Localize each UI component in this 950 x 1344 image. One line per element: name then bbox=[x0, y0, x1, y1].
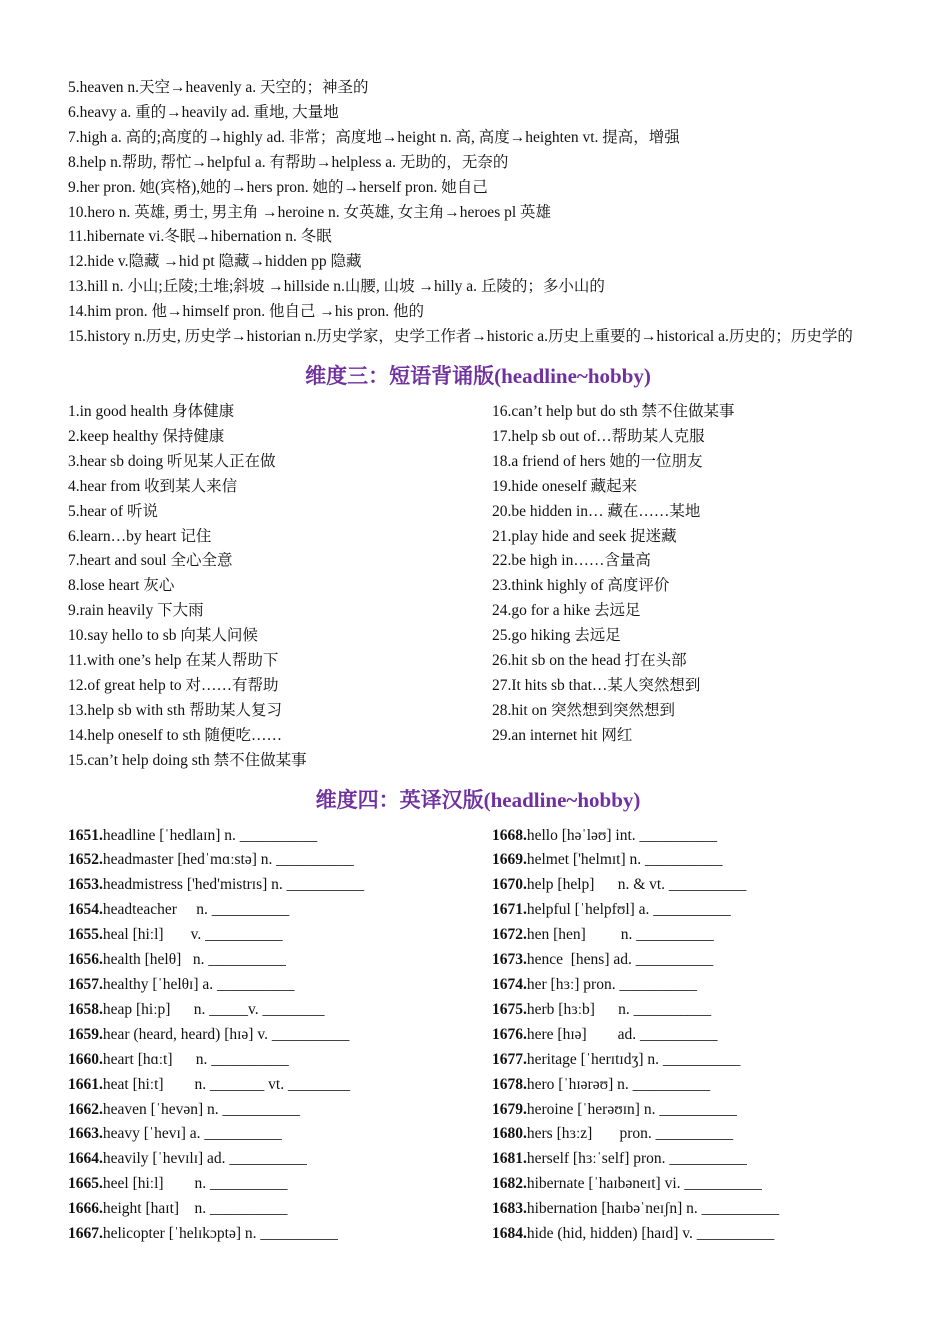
vocab-item bbox=[68, 923, 492, 948]
vocab-entry: heal [hiːl] v. __________ bbox=[102, 926, 283, 944]
vocab-number: 1665. bbox=[68, 1175, 103, 1193]
phrase-item: 18.a friend of hers 她的一位朋友 bbox=[492, 452, 703, 470]
vocab-entry: hear (heard, heard) [hɪə] v. __________ bbox=[102, 1025, 350, 1043]
phrase-item: 13.help sb with sth 帮助某人复习 bbox=[68, 701, 282, 719]
vocab-number: 1667. bbox=[68, 1225, 103, 1243]
phrase-item: 21.play hide and seek 捉迷藏 bbox=[492, 527, 677, 545]
word-family-item: 15.history n.历史, 历史学→historian n.历史学家，史学工作者→historic a.历史上重要的→historical a.历史的；历史学的 bbox=[68, 328, 853, 346]
vocab-item bbox=[492, 1048, 888, 1073]
vocab-number: 1653. bbox=[68, 876, 103, 894]
phrase-column-right bbox=[492, 400, 888, 774]
vocab-entry: hen [hen] n. __________ bbox=[526, 926, 714, 944]
vocab-item bbox=[68, 948, 492, 973]
vocab-entry: hide (hid, hidden) [haɪd] v. __________ bbox=[526, 1225, 775, 1243]
word-family-item: 10.hero n. 英雄, 勇士, 男主角 →heroine n. 女英雄, 女主角→heroes pl 英雄 bbox=[68, 203, 552, 221]
vocab-item bbox=[492, 1197, 888, 1222]
vocab-entry: heart [hɑːt] n. __________ bbox=[102, 1050, 289, 1068]
vocab-number: 1677. bbox=[492, 1050, 527, 1068]
word-family-item: 13.hill n. 小山;丘陵;土堆;斜坡 →hillside n.山腰, 山坡 →hilly a. 丘陵的；多小山的 bbox=[68, 278, 605, 296]
vocab-item bbox=[492, 1147, 888, 1172]
vocab-entry: here [hɪə] ad. __________ bbox=[526, 1025, 718, 1043]
phrase-item: 24.go for a hike 去远足 bbox=[492, 602, 641, 620]
vocab-entry: hibernate [ˈhaɪbəneɪt] vi. __________ bbox=[526, 1175, 762, 1193]
phrase-item: 23.think highly of 高度评价 bbox=[492, 577, 670, 595]
vocab-item bbox=[68, 824, 492, 849]
vocab-entry: hero [ˈhɪərəʊ] n. __________ bbox=[526, 1075, 711, 1093]
phrase-item: 25.go hiking 去远足 bbox=[492, 627, 621, 645]
vocab-number: 1655. bbox=[68, 926, 103, 944]
word-family-list bbox=[68, 76, 888, 350]
vocab-item bbox=[68, 1147, 492, 1172]
vocab-entry: helicopter [ˈhelɪkɔptə] n. __________ bbox=[102, 1225, 338, 1243]
phrase-item: 28.hit on 突然想到突然想到 bbox=[492, 701, 675, 719]
phrase-item: 12.of great help to 对……有帮助 bbox=[68, 676, 279, 694]
vocab-entry: her [hɜː] pron. __________ bbox=[526, 976, 697, 993]
vocab-number: 1684. bbox=[492, 1225, 527, 1243]
vocab-entry: herself [hɜːˈself] pron. __________ bbox=[526, 1150, 747, 1168]
section-three-title: 维度三：短语背诵版(headline~hobby) bbox=[305, 363, 651, 388]
vocab-entry: heat [hiːt] n. _______ vt. ________ bbox=[102, 1075, 350, 1093]
vocab-number: 1654. bbox=[68, 901, 103, 919]
vocab-number: 1679. bbox=[492, 1100, 527, 1118]
vocab-item bbox=[492, 898, 888, 923]
vocab-column-right bbox=[492, 824, 888, 1247]
word-family-item: 6.heavy a. 重的→heavily ad. 重地, 大量地 bbox=[68, 103, 339, 121]
vocab-item bbox=[68, 1098, 492, 1123]
phrase-item: 7.heart and soul 全心全意 bbox=[68, 552, 233, 570]
vocab-number: 1652. bbox=[68, 851, 103, 869]
vocab-quiz-list bbox=[68, 824, 888, 1247]
vocab-item bbox=[68, 998, 492, 1023]
phrase-item: 6.learn…by heart 记住 bbox=[68, 527, 212, 545]
vocab-number: 1662. bbox=[68, 1100, 103, 1118]
vocab-number: 1661. bbox=[68, 1075, 103, 1093]
vocab-entry: help [help] n. & vt. __________ bbox=[526, 876, 747, 894]
vocab-number: 1663. bbox=[68, 1125, 103, 1143]
vocab-number: 1680. bbox=[492, 1125, 527, 1143]
phrase-item: 19.hide oneself 藏起来 bbox=[492, 477, 638, 495]
phrase-item: 26.hit sb on the head 打在头部 bbox=[492, 652, 687, 670]
vocab-item bbox=[492, 1073, 888, 1098]
vocab-number: 1671. bbox=[492, 901, 527, 919]
vocab-entry: headline [ˈhedlaɪn] n. __________ bbox=[102, 826, 318, 844]
vocab-item bbox=[68, 1122, 492, 1147]
vocab-number: 1669. bbox=[492, 851, 527, 869]
vocab-entry: heavily [ˈhevɪlɪ] ad. __________ bbox=[102, 1150, 307, 1168]
vocab-entry: heaven [ˈhevən] n. __________ bbox=[102, 1100, 301, 1118]
word-family-item: 9.her pron. 她(宾格),她的→hers pron. 她的→herself pron. 她自己 bbox=[68, 178, 488, 196]
vocab-number: 1675. bbox=[492, 1000, 527, 1018]
phrase-item: 11.with one’s help 在某人帮助下 bbox=[68, 652, 279, 670]
phrase-item: 4.hear from 收到某人来信 bbox=[68, 477, 238, 495]
vocab-number: 1651. bbox=[68, 826, 103, 844]
vocab-item bbox=[492, 923, 888, 948]
vocab-item bbox=[492, 998, 888, 1023]
word-family-item: 5.heaven n.天空→heavenly a. 天空的；神圣的 bbox=[68, 79, 369, 96]
vocab-column-left bbox=[68, 824, 492, 1247]
vocab-number: 1682. bbox=[492, 1175, 527, 1193]
vocab-number: 1670. bbox=[492, 876, 527, 894]
vocab-item bbox=[492, 1122, 888, 1147]
vocab-entry: helpful [ˈhelpfʊl] a. __________ bbox=[526, 901, 731, 919]
phrase-item: 10.say hello to sb 向某人问候 bbox=[68, 627, 258, 645]
phrase-item: 22.be high in……含量高 bbox=[492, 552, 651, 570]
vocab-number: 1668. bbox=[492, 826, 527, 844]
vocab-number: 1678. bbox=[492, 1075, 527, 1093]
vocab-number: 1664. bbox=[68, 1150, 103, 1168]
vocab-number: 1672. bbox=[492, 926, 527, 944]
vocab-number: 1683. bbox=[492, 1200, 527, 1218]
vocab-number: 1681. bbox=[492, 1150, 527, 1168]
vocab-entry: heritage [ˈherɪtɪdʒ] n. __________ bbox=[526, 1050, 741, 1068]
vocab-item bbox=[492, 1172, 888, 1197]
vocab-item bbox=[68, 1197, 492, 1222]
phrase-item: 15.can’t help doing sth 禁不住做某事 bbox=[68, 751, 307, 769]
vocab-item bbox=[492, 1098, 888, 1123]
vocab-item bbox=[68, 898, 492, 923]
phrase-item: 3.hear sb doing 听见某人正在做 bbox=[68, 452, 276, 470]
vocab-item bbox=[492, 1222, 888, 1247]
word-family-item: 8.help n.帮助, 帮忙→helpful a. 有帮助→helpless a. 无助的，无奈的 bbox=[68, 153, 509, 171]
vocab-entry: hers [hɜːz] pron. __________ bbox=[526, 1125, 734, 1143]
vocab-number: 1656. bbox=[68, 951, 103, 969]
vocab-number: 1666. bbox=[68, 1200, 103, 1218]
vocab-entry: herb [hɜːb] n. __________ bbox=[526, 1000, 712, 1018]
phrase-item: 17.help sb out of…帮助某人克服 bbox=[492, 427, 705, 445]
vocab-entry: hibernation [haɪbəˈneɪʃn] n. __________ bbox=[526, 1200, 780, 1218]
word-family-item: 7.high a. 高的;高度的→highly ad. 非常；高度地→height n. 高, 高度→heighten vt. 提高，增强 bbox=[68, 128, 680, 146]
vocab-number: 1658. bbox=[68, 1000, 103, 1018]
vocab-item bbox=[68, 848, 492, 873]
phrase-item: 29.an internet hit 网红 bbox=[492, 726, 633, 744]
vocab-entry: hello [həˈləʊ] int. __________ bbox=[526, 826, 718, 844]
vocab-entry: heroine [ˈherəʊɪn] n. __________ bbox=[526, 1100, 737, 1118]
phrase-item: 2.keep healthy 保持健康 bbox=[68, 427, 225, 445]
vocab-item bbox=[492, 948, 888, 973]
section-four-title: 维度四：英译汉版(headline~hobby) bbox=[315, 787, 641, 812]
word-family-item: 14.him pron. 他→himself pron. 他自己 →his pron. 他的 bbox=[68, 303, 425, 321]
phrase-column-left bbox=[68, 400, 492, 774]
word-family-item: 12.hide v.隐藏 →hid pt 隐藏→hidden pp 隐藏 bbox=[68, 253, 362, 271]
vocab-item bbox=[492, 824, 888, 849]
vocab-number: 1673. bbox=[492, 951, 527, 969]
phrase-item: 14.help oneself to sth 随便吃…… bbox=[68, 726, 282, 744]
vocab-entry: height [haɪt] n. __________ bbox=[102, 1200, 288, 1218]
document-page bbox=[68, 76, 888, 1247]
phrase-item: 27.It hits sb that…某人突然想到 bbox=[492, 676, 701, 694]
vocab-entry: heavy [ˈhevɪ] a. __________ bbox=[102, 1125, 282, 1143]
vocab-number: 1659. bbox=[68, 1025, 103, 1043]
vocab-number: 1657. bbox=[68, 976, 103, 993]
vocab-item bbox=[68, 1023, 492, 1048]
phrase-item: 8.lose heart 灰心 bbox=[68, 577, 175, 595]
vocab-item bbox=[68, 1073, 492, 1098]
phrase-item: 1.in good health 身体健康 bbox=[68, 402, 235, 420]
vocab-item bbox=[492, 973, 888, 998]
word-family-item: 11.hibernate vi.冬眠→hibernation n. 冬眠 bbox=[68, 228, 332, 246]
vocab-item bbox=[68, 1048, 492, 1073]
vocab-entry: heel [hiːl] n. __________ bbox=[102, 1175, 288, 1193]
phrase-item: 9.rain heavily 下大雨 bbox=[68, 602, 204, 620]
phrase-item: 20.be hidden in… 藏在……某地 bbox=[492, 502, 701, 520]
vocab-entry: healthy [ˈhelθɪ] a. __________ bbox=[102, 976, 295, 993]
vocab-number: 1660. bbox=[68, 1050, 103, 1068]
vocab-item bbox=[492, 1023, 888, 1048]
vocab-number: 1676. bbox=[492, 1025, 527, 1043]
vocab-item bbox=[492, 873, 888, 898]
phrase-list bbox=[68, 400, 888, 774]
vocab-entry: headmaster [hedˈmɑːstə] n. __________ bbox=[102, 851, 354, 869]
vocab-entry: hence [hens] ad. __________ bbox=[526, 951, 714, 969]
phrase-item: 5.hear of 听说 bbox=[68, 502, 158, 520]
vocab-item bbox=[68, 1222, 492, 1247]
vocab-entry: health [helθ] n. __________ bbox=[102, 951, 286, 969]
vocab-entry: headmistress ['hed'mistrɪs] n. __________ bbox=[102, 876, 365, 894]
vocab-entry: helmet ['helmɪt] n. __________ bbox=[526, 851, 723, 869]
vocab-item bbox=[68, 873, 492, 898]
vocab-entry: headteacher n. __________ bbox=[102, 901, 290, 919]
vocab-entry: heap [hiːp] n. _____v. ________ bbox=[102, 1000, 325, 1018]
vocab-item bbox=[492, 848, 888, 873]
vocab-number: 1674. bbox=[492, 976, 527, 993]
vocab-item bbox=[68, 1172, 492, 1197]
vocab-item bbox=[68, 973, 492, 998]
phrase-item: 16.can’t help but do sth 禁不住做某事 bbox=[492, 402, 735, 420]
